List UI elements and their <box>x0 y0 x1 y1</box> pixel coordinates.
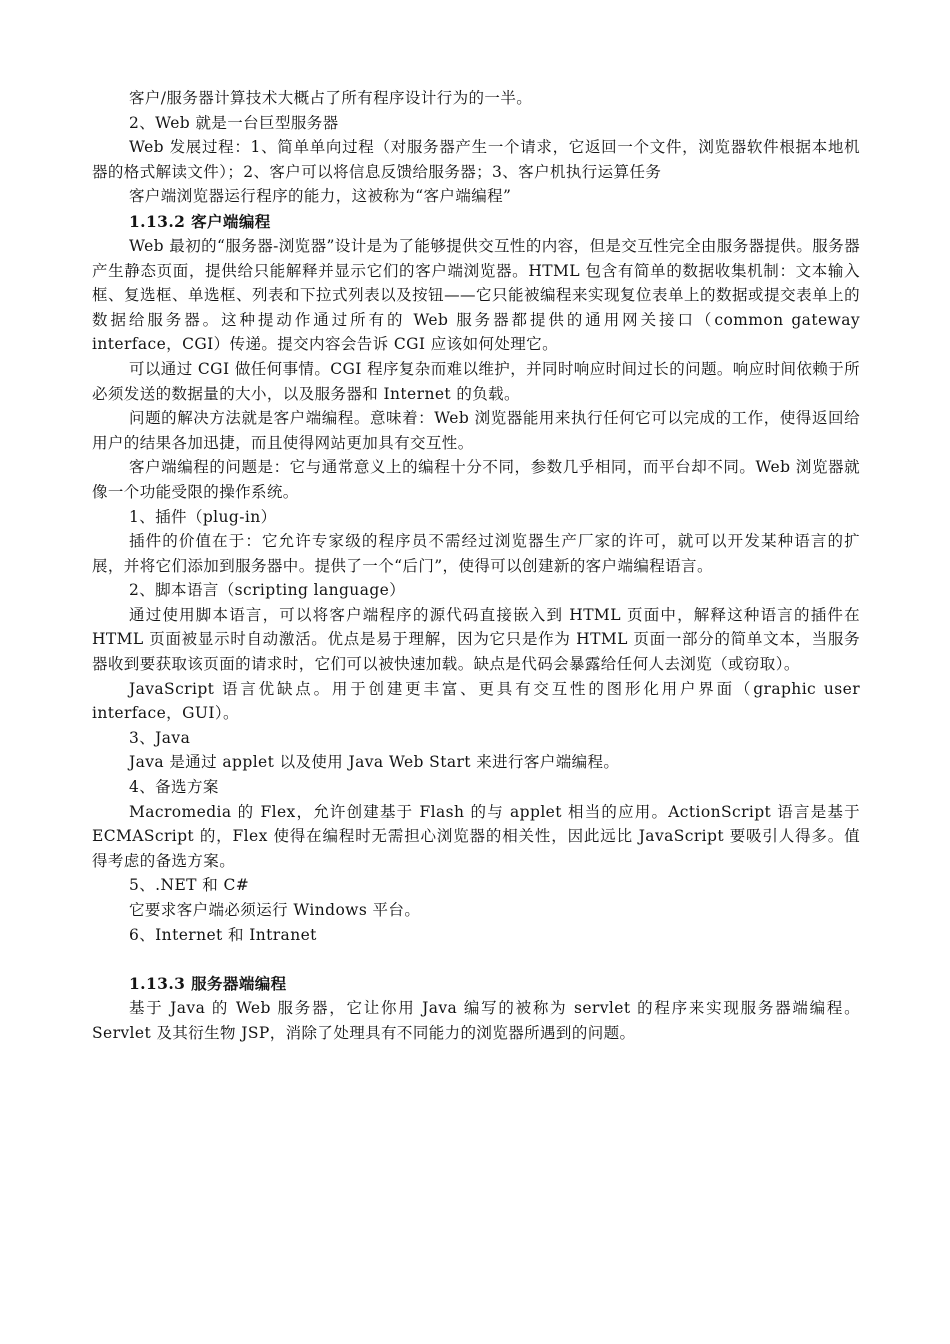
list-heading: 1、插件（plug-in） <box>129 507 277 526</box>
paragraph: JavaScript 语言优缺点。用于创建更丰富、更具有交互性的图形化用户界面（graphic user interface，GUI）。 <box>92 679 860 723</box>
paragraph: 问题的解决方法就是客户端编程。意味着：Web 浏览器能用来执行任何它可以完成的工作，使得返回给用户的结果各加迅捷，而且使得网站更加具有交互性。 <box>92 409 860 452</box>
section-heading: 1.13.2 客户端编程 <box>129 211 271 231</box>
list-heading: 6、Internet 和 Intranet <box>129 925 317 944</box>
paragraph: 可以通过 CGI 做任何事情。CGI 程序复杂而难以维护，并同时响应时间过长的问题。响应时间依赖于所必须发送的数据量的大小，以及服务器和 Internet 的负载。 <box>92 359 861 403</box>
paragraph: 基于 Java 的 Web 服务器，它让你用 Java 编写的被称为 servlet 的程序来实现服务器端编程。Servlet 及其衍生物 JSP，消除了处理具有不同能力的浏览器所遇到的问题。 <box>92 999 860 1042</box>
list-heading: 4、备选方案 <box>129 778 219 797</box>
paragraph: 通过使用脚本语言，可以将客户端程序的源代码直接嵌入到 HTML 页面中，解释这种语言的插件在 HTML 页面被显示时自动激活。优点是易于理解，因为它只是作为 HTML 页面一部分的简单文本，当服务器收到要获取该页面的请求时，它们可以被快速加载。缺点是代码会暴露给任何人去浏览（或窃取）。 <box>92 605 860 674</box>
paragraph: 客户端编程的问题是：它与通常意义上的编程十分不同，参数几乎相同，而平台却不同。Web 浏览器就像一个功能受限的操作系统。 <box>92 458 860 501</box>
paragraph: 插件的价值在于：它允许专家级的程序员不需经过浏览器生产厂家的许可，就可以开发某种语言的扩展，并将它们添加到服务器中。提供了一个“后门”，使得可以创建新的客户端编程语言。 <box>92 532 860 575</box>
document-body <box>92 86 860 1045</box>
list-heading: 5、.NET 和 C# <box>129 876 250 895</box>
paragraph: 它要求客户端必须运行 Windows 平台。 <box>129 901 421 919</box>
paragraph: Java 是通过 applet 以及使用 Java Web Start 来进行客户端编程。 <box>129 753 620 772</box>
paragraph: 客户/服务器计算技术大概占了所有程序设计行为的一半。 <box>129 89 533 107</box>
section-heading: 1.13.3 服务器端编程 <box>129 974 287 994</box>
paragraph: Web 发展过程：1、简单单向过程（对服务器产生一个请求，它返回一个文件，浏览器软件根据本地机器的格式解读文件）；2、客户可以将信息反馈给服务器；3、客户机执行运算任务 <box>92 138 860 181</box>
list-heading: 3、Java <box>129 728 191 747</box>
paragraph: Macromedia 的 Flex，允许创建基于 Flash 的与 applet 相当的应用。ActionScript 语言是基于 ECMAScript 的，Flex 使得在编程时无需担心浏览器的相关性，因此远比 JavaScript 要吸引人得多。值得考虑的备选方案。 <box>92 802 860 870</box>
paragraph: Web 最初的“服务器-浏览器”设计是为了能够提供交互性的内容，但是交互性完全由服务器提供。服务器产生静态页面，提供给只能解释并显示它们的客户端浏览器。HTML 包含有简单的数据收集机制：文本输入框、复选框、单选框、列表和下拉式列表以及按钮——它只能被编程来实现复位表单上的数据或提交表单上的数据给服务器。这种提动作通过所有的 Web 服务器都提供的通用网关接口（common gateway interface，CGI）传递。提交内容会告诉 CGI 应该如何处理它。 <box>92 236 860 354</box>
list-heading: 2、Web 就是一台巨型服务器 <box>129 113 339 132</box>
spacer <box>92 947 860 971</box>
list-heading: 2、脚本语言（scripting language） <box>129 581 406 600</box>
paragraph: 客户端浏览器运行程序的能力，这被称为“客户端编程” <box>129 187 512 206</box>
